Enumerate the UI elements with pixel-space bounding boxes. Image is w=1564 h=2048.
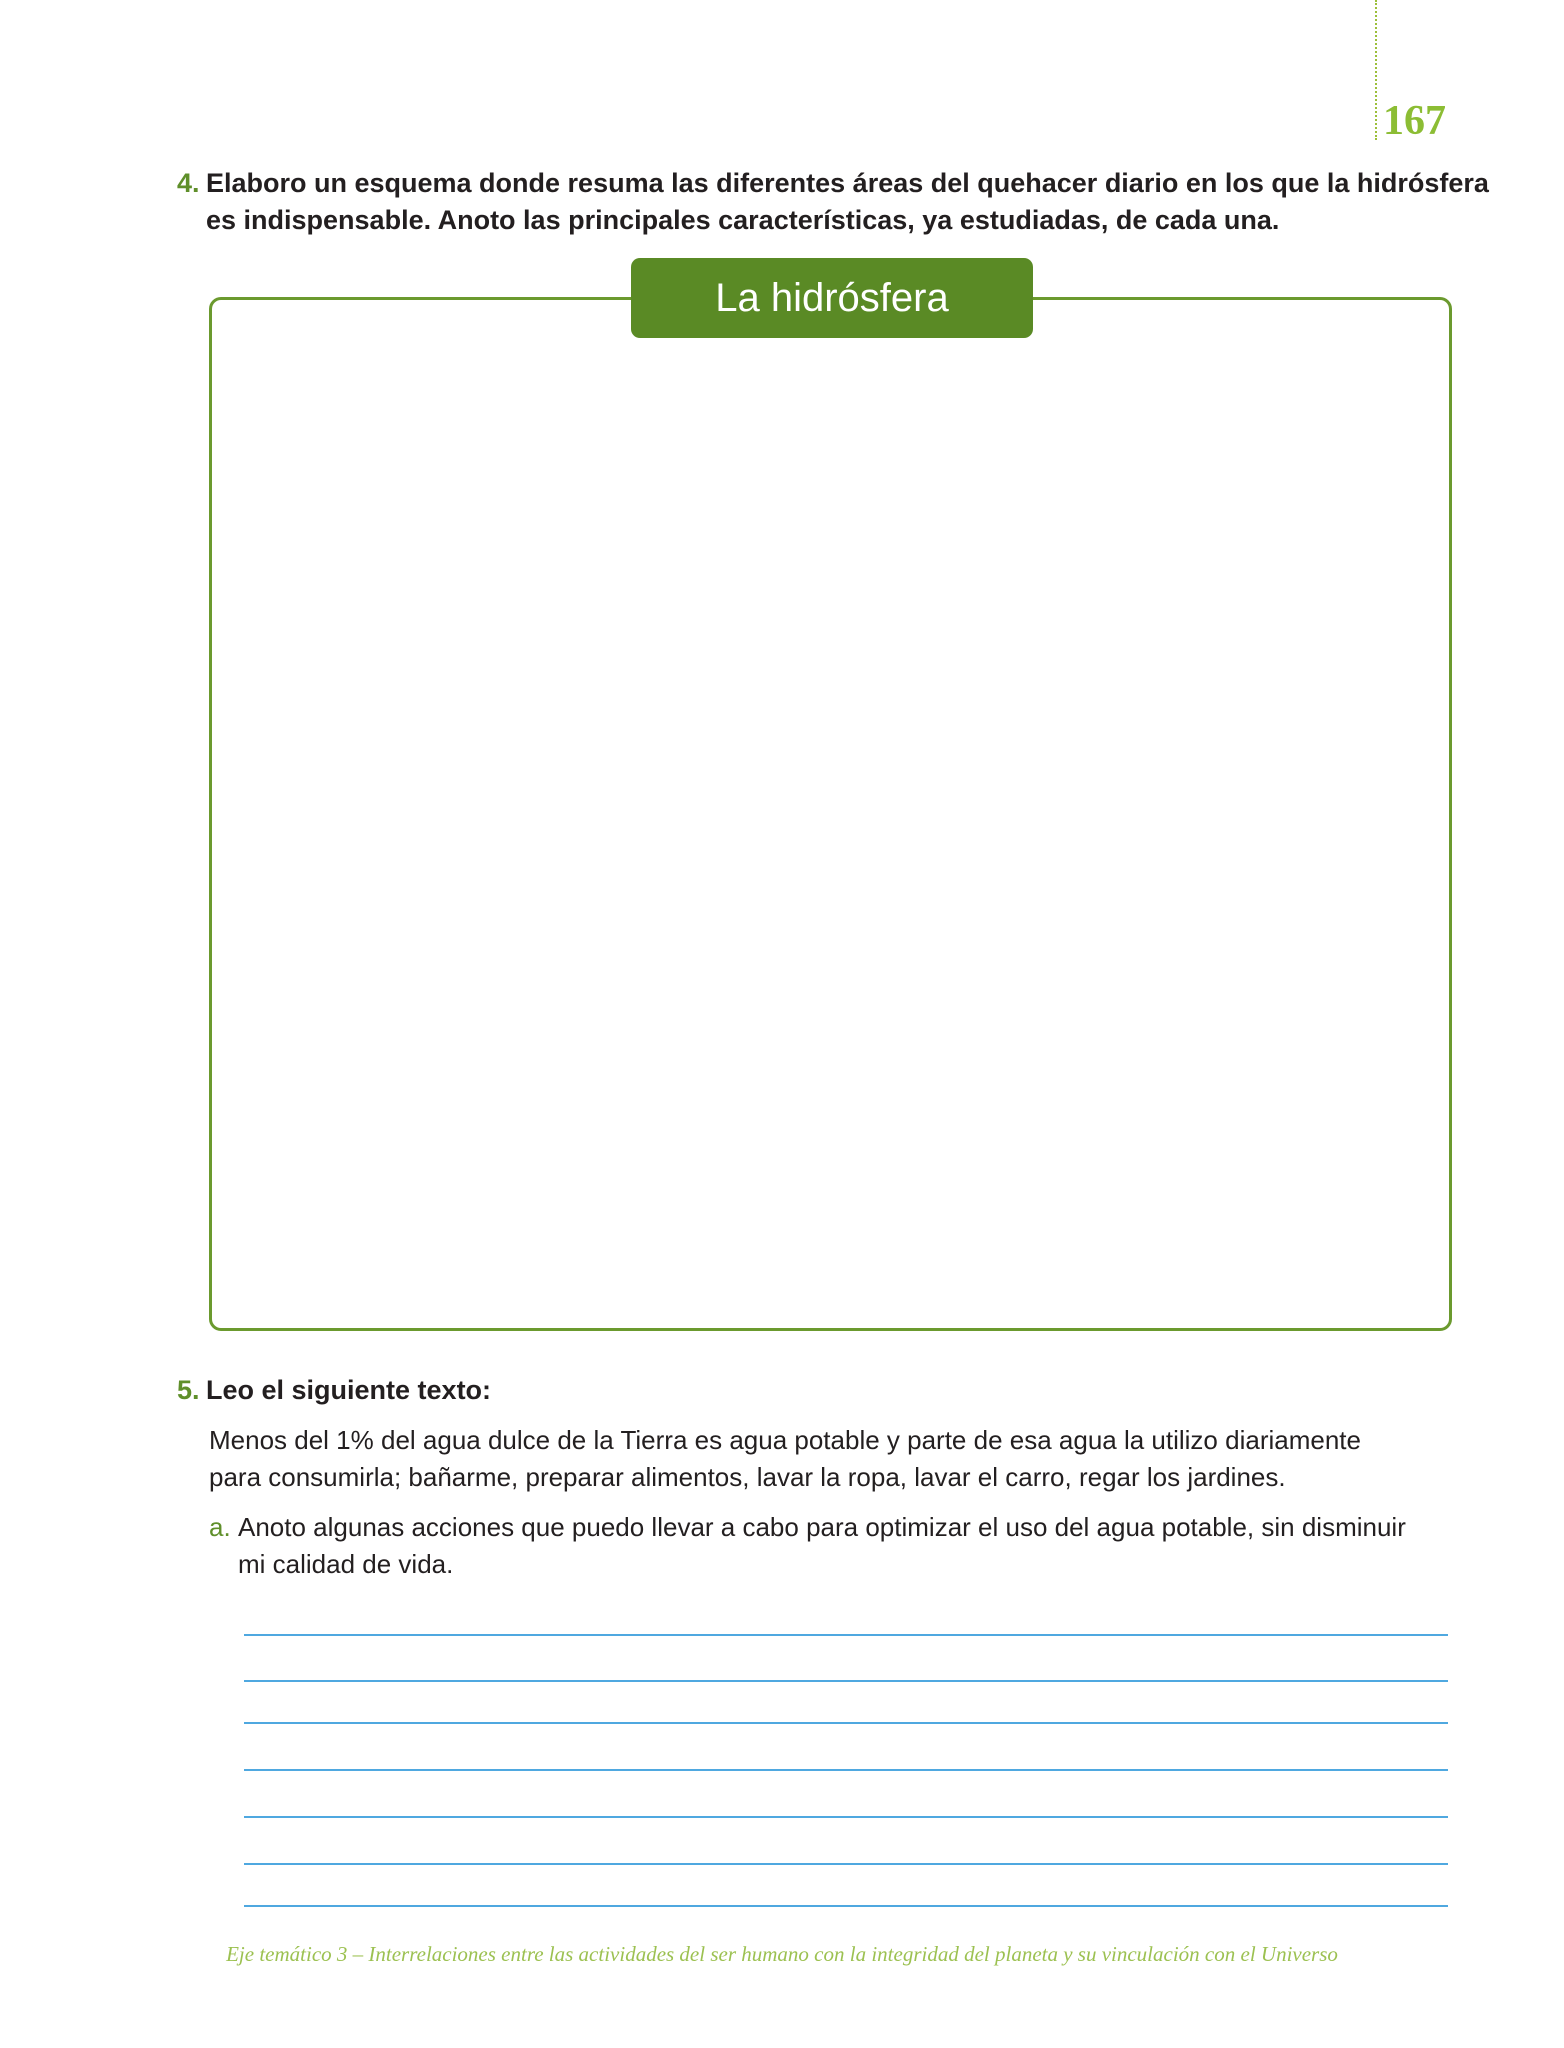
sub-question-a-line-2: mi calidad de vida.: [238, 1549, 454, 1579]
reading-line-2: para consumirla; bañarme, preparar alimentos, lavar la ropa, lavar el carro, regar los jardines.: [209, 1462, 1286, 1492]
question-4-line-2: es indispensable. Anoto las principales características, ya estudiadas, de cada una.: [206, 205, 1280, 235]
answer-line[interactable]: [244, 1905, 1448, 1907]
sub-question-a-letter: a.: [209, 1512, 231, 1542]
question-4-number: 4.: [177, 168, 200, 198]
question-4-text: [206, 165, 1489, 239]
answer-line[interactable]: [244, 1769, 1448, 1771]
scheme-drawing-area[interactable]: [209, 297, 1452, 1331]
margin-dotted-rule: [1375, 0, 1377, 140]
question-4-line-1: Elaboro un esquema donde resuma las diferentes áreas del quehacer diario en los que la hidrósfera: [206, 168, 1489, 198]
scheme-title-label: La hidrósfera: [631, 258, 1033, 338]
answer-line[interactable]: [244, 1680, 1448, 1682]
answer-line[interactable]: [244, 1816, 1448, 1818]
sub-question-a-line-1: Anoto algunas acciones que puedo llevar a cabo para optimizar el uso del agua potable, sin disminuir: [238, 1512, 1406, 1542]
answer-line[interactable]: [244, 1722, 1448, 1724]
reading-line-1: Menos del 1% del agua dulce de la Tierra es agua potable y parte de esa agua la utilizo diariamente: [209, 1425, 1361, 1455]
question-5-number: 5.: [177, 1375, 200, 1405]
page-number: 167: [1383, 98, 1446, 144]
sub-question-a: [209, 1509, 1459, 1589]
answer-line[interactable]: [244, 1634, 1448, 1636]
question-5: [177, 1372, 577, 1412]
page-footer: Eje temático 3 – Interrelaciones entre las actividades del ser humano con la integridad del planeta y su vinculación con el Universo: [226, 1942, 1338, 1966]
sub-question-a-text: [238, 1509, 1406, 1583]
reading-text: [209, 1422, 1459, 1496]
question-5-text: Leo el siguiente texto:: [206, 1375, 492, 1405]
answer-line[interactable]: [244, 1863, 1448, 1865]
question-4: [177, 165, 1489, 245]
